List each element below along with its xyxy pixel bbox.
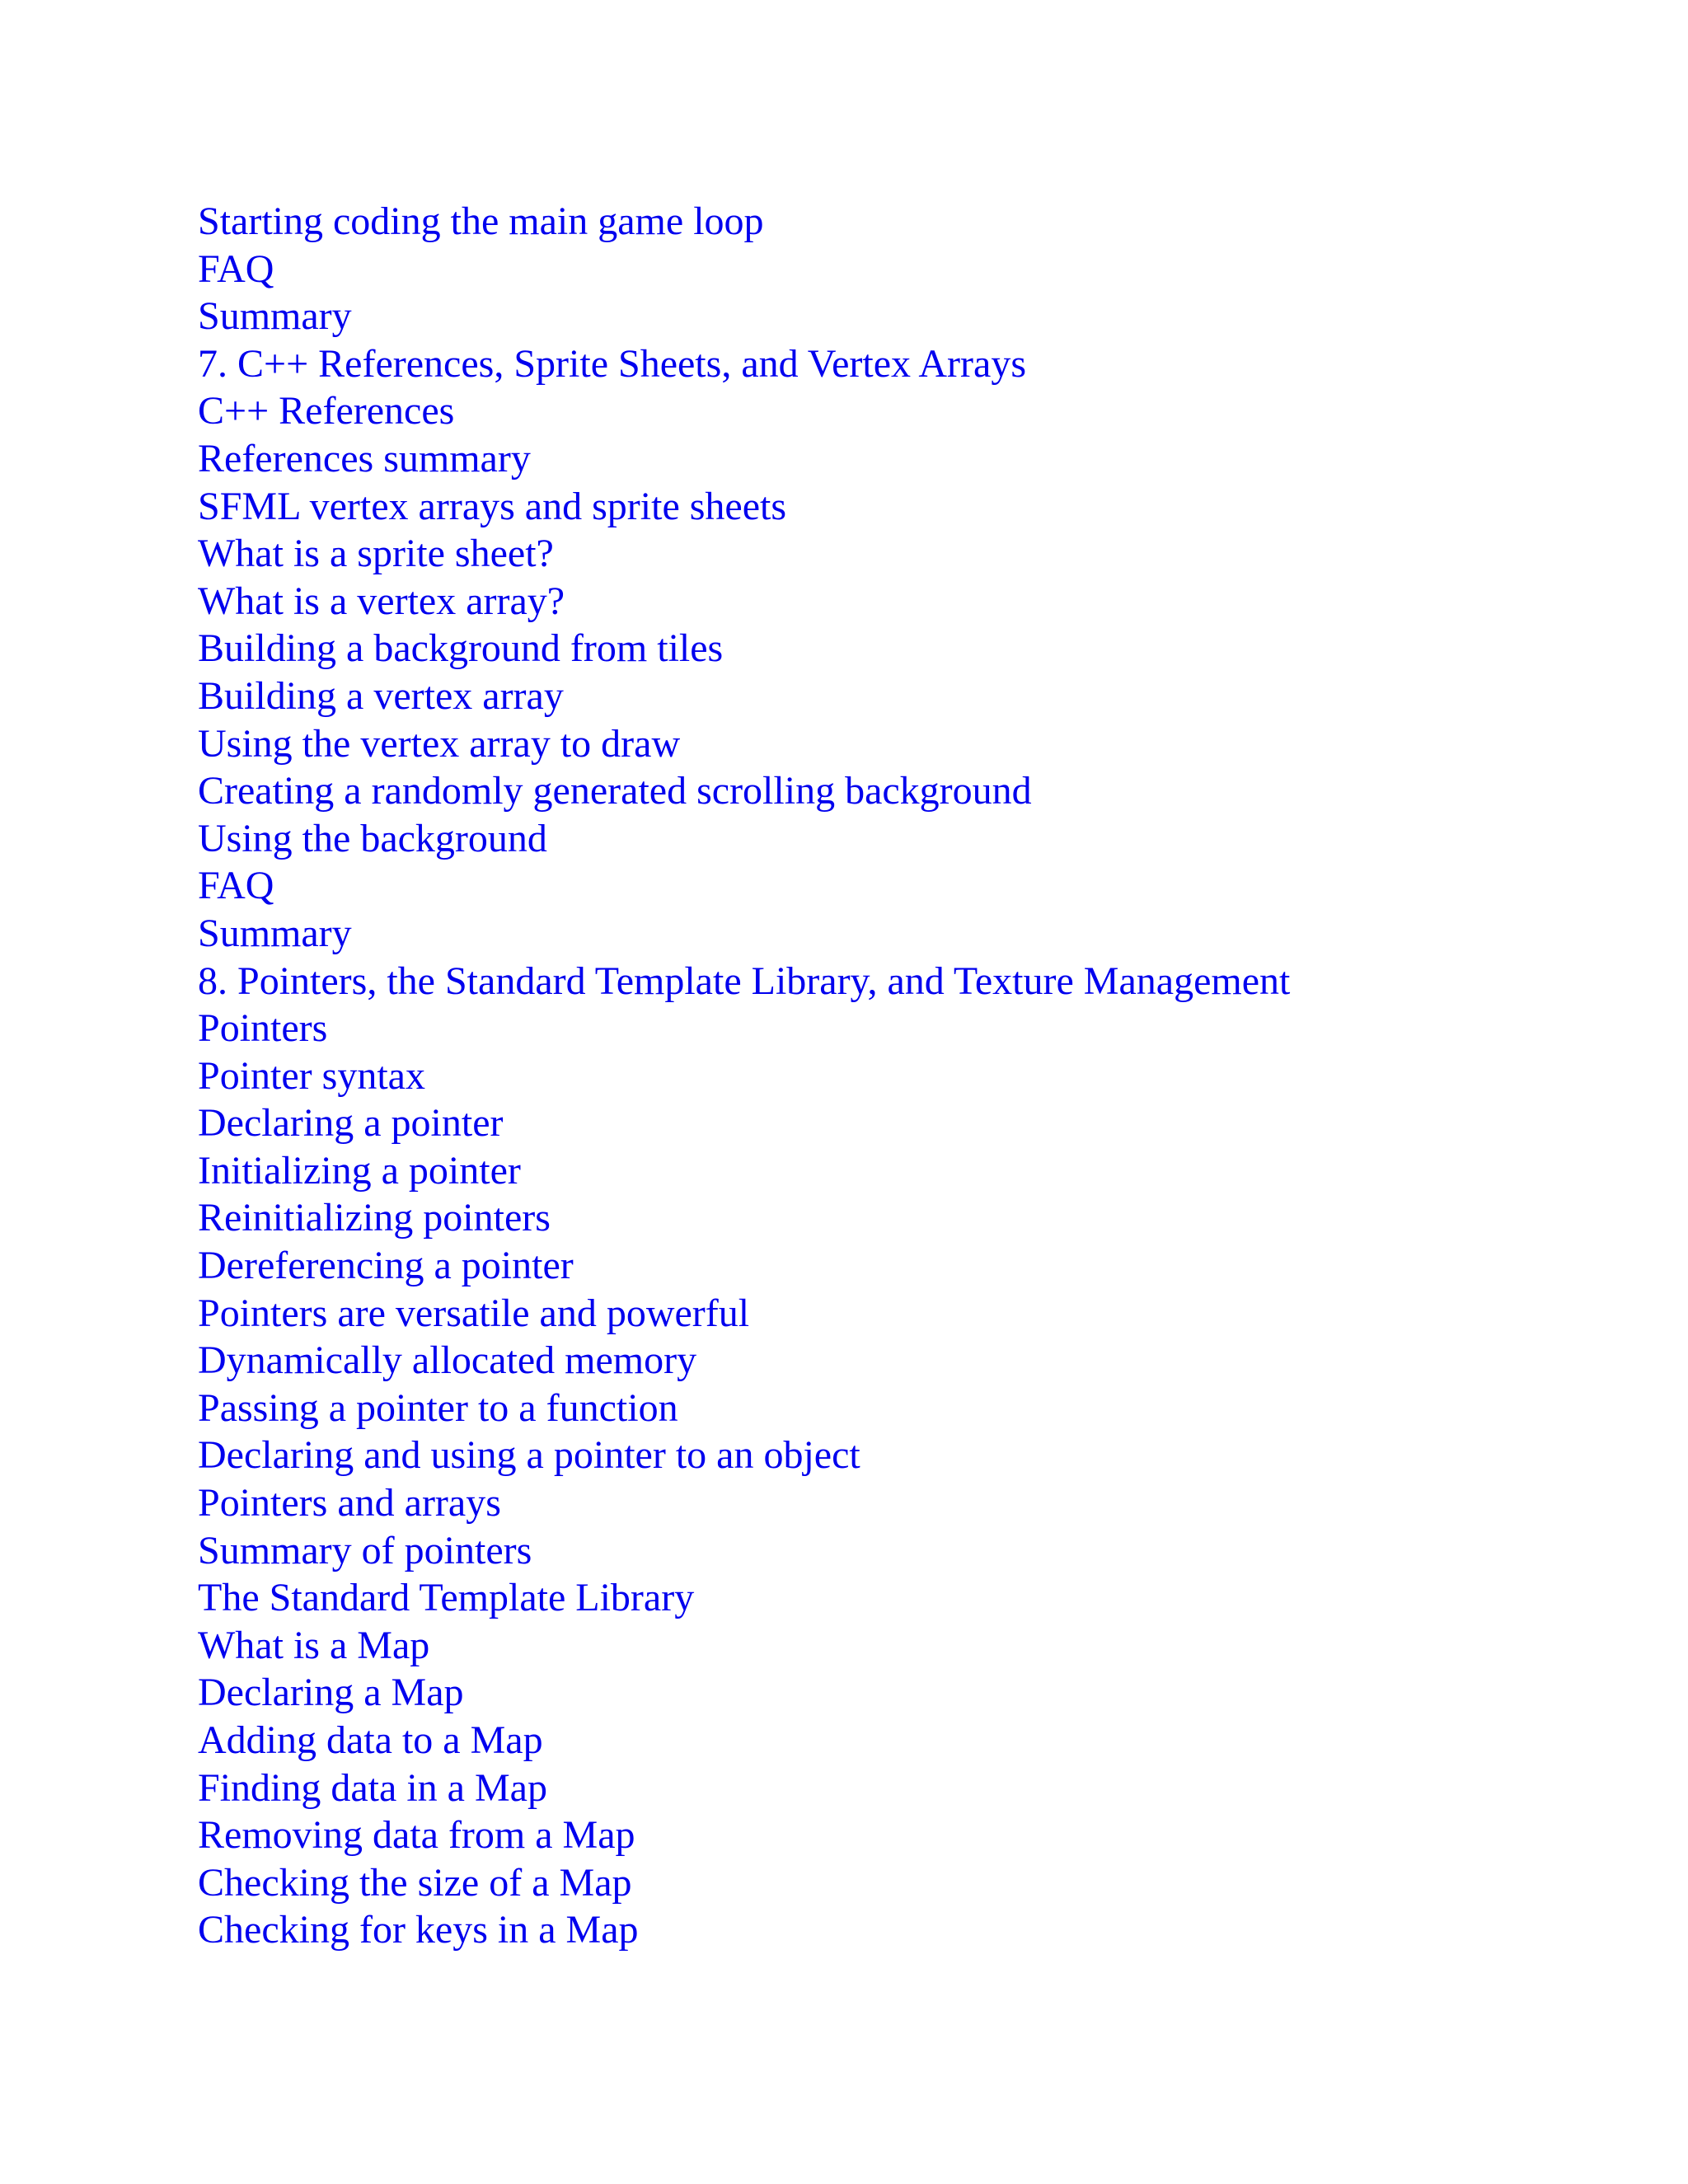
toc-link[interactable]: Passing a pointer to a function <box>198 1385 678 1430</box>
toc-link[interactable]: Finding data in a Map <box>198 1765 547 1810</box>
toc-link[interactable]: Declaring a pointer <box>198 1101 504 1146</box>
toc-item <box>198 387 1290 435</box>
table-of-contents <box>198 198 1290 1954</box>
toc-link[interactable]: FAQ <box>198 246 274 291</box>
toc-item <box>198 246 1290 293</box>
toc-item <box>198 293 1290 340</box>
toc-item <box>198 1432 1290 1479</box>
toc-item <box>198 578 1290 626</box>
toc-link[interactable]: What is a sprite sheet? <box>198 532 554 576</box>
toc-link[interactable]: Initializing a pointer <box>198 1148 521 1193</box>
toc-item <box>198 1290 1290 1338</box>
toc-item <box>198 673 1290 720</box>
toc-item <box>198 1479 1290 1527</box>
toc-item <box>198 1574 1290 1622</box>
toc-link[interactable]: Pointers <box>198 1006 328 1051</box>
toc-item <box>198 1765 1290 1812</box>
toc-link[interactable]: What is a Map <box>198 1623 430 1667</box>
toc-item <box>198 1242 1290 1290</box>
toc-item <box>198 340 1290 388</box>
toc-chapter-link[interactable]: 7. C++ References, Sprite Sheets, and Vertex Arrays <box>198 341 1026 386</box>
toc-link[interactable]: C++ References <box>198 389 455 434</box>
toc-item <box>198 1717 1290 1765</box>
toc-link[interactable]: Dereferencing a pointer <box>198 1244 574 1288</box>
toc-item <box>198 1669 1290 1717</box>
toc-link[interactable]: Summary <box>198 911 352 955</box>
toc-item <box>198 435 1290 483</box>
toc-chapter-link[interactable]: 8. Pointers, the Standard Template Library, and Texture Management <box>198 958 1291 1003</box>
toc-link[interactable]: Summary <box>198 294 352 339</box>
toc-link[interactable]: FAQ <box>198 864 274 908</box>
toc-link[interactable]: The Standard Template Library <box>198 1576 695 1620</box>
toc-item <box>198 1005 1290 1052</box>
toc-item <box>198 1099 1290 1147</box>
toc-link[interactable]: Starting coding the main game loop <box>198 199 764 243</box>
toc-item <box>198 1385 1290 1432</box>
toc-link[interactable]: Using the background <box>198 816 547 860</box>
toc-link[interactable]: What is a vertex array? <box>198 579 565 623</box>
toc-link[interactable]: Dynamically allocated memory <box>198 1338 697 1383</box>
toc-item <box>198 1622 1290 1670</box>
toc-link[interactable]: References summary <box>198 436 531 480</box>
toc-link[interactable]: Removing data from a Map <box>198 1813 635 1858</box>
toc-item <box>198 720 1290 768</box>
toc-link[interactable]: Reinitializing pointers <box>198 1196 551 1240</box>
toc-item <box>198 815 1290 863</box>
toc-link[interactable]: Declaring and using a pointer to an object <box>198 1433 860 1478</box>
toc-link[interactable]: Pointers are versatile and powerful <box>198 1291 750 1335</box>
toc-item <box>198 958 1290 1005</box>
toc-item <box>198 1527 1290 1575</box>
toc-item <box>198 1811 1290 1859</box>
toc-item <box>198 483 1290 531</box>
toc-item <box>198 530 1290 578</box>
toc-item <box>198 767 1290 815</box>
toc-link[interactable]: Using the vertex array to draw <box>198 721 681 766</box>
toc-item <box>198 198 1290 246</box>
toc-item <box>198 1337 1290 1385</box>
toc-link[interactable]: Building a vertex array <box>198 673 564 718</box>
toc-item <box>198 862 1290 910</box>
toc-item <box>198 1194 1290 1242</box>
toc-item <box>198 625 1290 673</box>
toc-link[interactable]: Adding data to a Map <box>198 1718 543 1762</box>
toc-link[interactable]: Declaring a Map <box>198 1671 464 1715</box>
toc-link[interactable]: Building a background from tiles <box>198 626 724 671</box>
toc-item <box>198 1147 1290 1195</box>
toc-item <box>198 1859 1290 1907</box>
toc-link[interactable]: Checking the size of a Map <box>198 1860 632 1905</box>
toc-item <box>198 1052 1290 1100</box>
toc-link[interactable]: SFML vertex arrays and sprite sheets <box>198 484 787 528</box>
toc-link[interactable]: Pointer syntax <box>198 1053 425 1098</box>
toc-item <box>198 910 1290 958</box>
toc-link[interactable]: Checking for keys in a Map <box>198 1908 639 1952</box>
toc-item <box>198 1906 1290 1954</box>
toc-link[interactable]: Creating a randomly generated scrolling background <box>198 769 1032 813</box>
toc-link[interactable]: Summary of pointers <box>198 1528 532 1572</box>
toc-link[interactable]: Pointers and arrays <box>198 1481 501 1526</box>
